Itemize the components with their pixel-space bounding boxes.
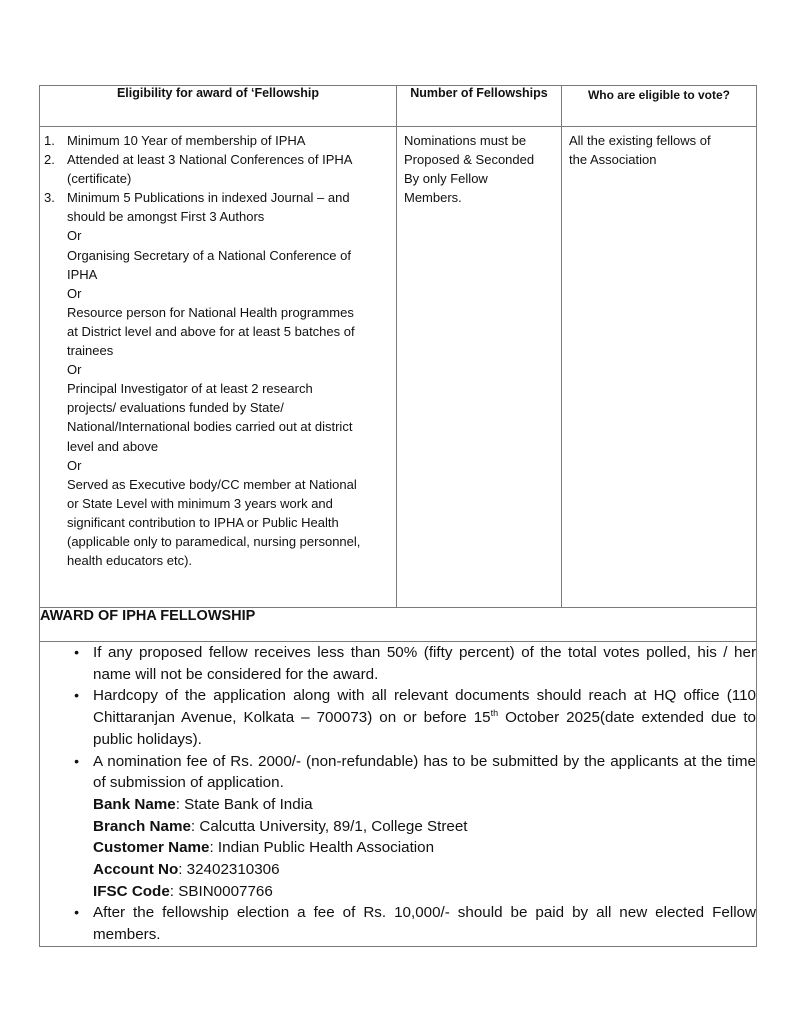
fellowship-eligibility-table bbox=[39, 85, 757, 947]
bank-details bbox=[40, 794, 756, 903]
alternative-criterion bbox=[44, 284, 392, 360]
award-heading: AWARD OF IPHA FELLOWSHIP bbox=[40, 608, 757, 642]
criterion-line: level and above bbox=[67, 438, 159, 454]
list-item bbox=[44, 188, 392, 226]
alternative-criterion bbox=[44, 226, 392, 283]
list-number: 3. bbox=[44, 190, 55, 206]
criterion-line: significant contribution to IPHA or Public Health bbox=[67, 514, 339, 530]
criterion-line: at District level and above for at least 5 batches of bbox=[67, 323, 355, 339]
criterion-line: trainees bbox=[67, 343, 114, 359]
bullet-icon: • bbox=[74, 752, 79, 769]
criterion-line: health educators etc). bbox=[67, 553, 193, 569]
bullet-icon: • bbox=[74, 687, 79, 704]
or-label: Or bbox=[67, 362, 82, 378]
text-line: All the existing fellows of bbox=[569, 133, 711, 148]
customer-name-line: Customer Name: Indian Public Health Association bbox=[93, 839, 435, 857]
bullet-item bbox=[40, 642, 756, 685]
text-line: By only Fellow bbox=[404, 171, 488, 187]
eligible-to-vote-cell bbox=[562, 127, 757, 608]
branch-name-line: Branch Name: Calcutta University, 89/1, College Street bbox=[93, 817, 468, 835]
superscript: th bbox=[490, 708, 499, 719]
number-of-fellowships-cell bbox=[397, 127, 562, 608]
criterion-line: Organising Secretary of a National Conference of bbox=[67, 247, 351, 263]
or-label: Or bbox=[67, 228, 82, 244]
bullet-text: Hardcopy of the application along with all relevant documents should reach at HQ office (110 Chittaranjan Avenue, Kolkata – 700073) on or before 15th October 2025(date extended due to public holidays). bbox=[93, 687, 756, 748]
bullet-text: If any proposed fellow receives less than 50% (fifty percent) of the total votes polled, his / her name will not be considered for the award. bbox=[93, 644, 756, 683]
table-header-row bbox=[40, 86, 757, 127]
award-heading-row bbox=[40, 608, 757, 642]
award-body-row bbox=[40, 642, 757, 947]
account-no-line: Account No: 32402310306 bbox=[93, 861, 280, 879]
table-row bbox=[40, 127, 757, 608]
bullet-item bbox=[40, 902, 756, 945]
text-line: the Association bbox=[569, 152, 657, 168]
eligibility-criteria-cell bbox=[40, 127, 397, 608]
alternative-criterion bbox=[44, 360, 392, 455]
list-text: Minimum 10 Year of membership of IPHA bbox=[67, 133, 306, 148]
text-line: Proposed & Seconded bbox=[404, 152, 535, 168]
text-line: Members. bbox=[404, 190, 462, 206]
award-rules-cell bbox=[40, 642, 757, 947]
bullet-icon: • bbox=[74, 644, 79, 660]
or-label: Or bbox=[67, 285, 82, 301]
criterion-line: or State Level with minimum 3 years work and bbox=[67, 495, 333, 511]
bullet-icon: • bbox=[74, 904, 79, 921]
bullet-item bbox=[40, 685, 756, 750]
list-number: 2. bbox=[44, 152, 55, 168]
bullet-text: After the fellowship election a fee of Rs. 10,000/- should be paid by all new elected Fellow members. bbox=[93, 904, 756, 944]
list-text: Attended at least 3 National Conferences of IPHA (certificate) bbox=[67, 152, 353, 187]
or-label: Or bbox=[67, 457, 82, 473]
header-eligible-to-vote: Who are eligible to vote? bbox=[562, 86, 757, 127]
criterion-line: projects/ evaluations funded by State/ bbox=[67, 400, 284, 416]
bullet-text: A nomination fee of Rs. 2000/- (non-refundable) has to be submitted by the applicants at the time of submission of application. bbox=[93, 752, 756, 792]
text-line: Nominations must be bbox=[404, 133, 527, 148]
criterion-line: Principal Investigator of at least 2 research bbox=[67, 381, 313, 397]
list-text: Minimum 5 Publications in indexed Journal – and should be amongst First 3 Authors bbox=[67, 190, 350, 225]
criterion-line: (applicable only to paramedical, nursing personnel, bbox=[67, 533, 361, 549]
bank-name-line: Bank Name: State Bank of India bbox=[93, 795, 313, 813]
voters-text bbox=[562, 127, 756, 169]
criterion-line: Served as Executive body/CC member at National bbox=[67, 476, 357, 492]
alternative-criterion bbox=[44, 456, 392, 571]
list-item bbox=[44, 131, 392, 150]
header-number-of-fellowships: Number of Fellowships bbox=[397, 86, 562, 127]
list-item bbox=[44, 150, 392, 188]
eligibility-list bbox=[40, 127, 396, 570]
bullet-item bbox=[40, 751, 756, 794]
header-eligibility: Eligibility for award of ‘Fellowship bbox=[40, 86, 397, 127]
ifsc-code-line: IFSC Code: SBIN0007766 bbox=[93, 882, 273, 900]
list-number: 1. bbox=[44, 133, 55, 148]
nomination-text bbox=[397, 127, 561, 207]
criterion-line: National/International bodies carried out at district bbox=[67, 419, 353, 435]
criterion-line: Resource person for National Health programmes bbox=[67, 304, 354, 320]
criterion-line: IPHA bbox=[67, 266, 98, 282]
